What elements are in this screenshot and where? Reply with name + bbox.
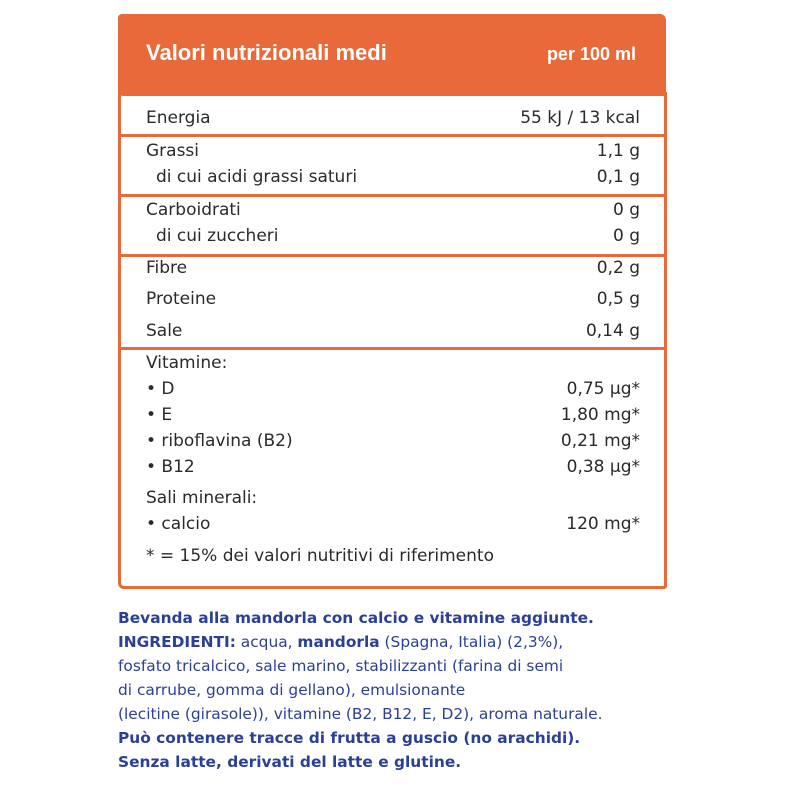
row-vitamin-d [146,377,640,401]
row-vitamine [146,351,640,375]
value-sale: 0,14 g [585,321,640,341]
row-zuccheri [146,224,640,248]
value-vitamin-e: 1,80 mg* [560,405,640,425]
value-calcio: 120 mg* [566,514,640,534]
value-riboflavina: 0,21 mg* [560,431,640,451]
divider [118,347,666,350]
ingredients-block [118,606,688,774]
row-saturi [146,165,640,189]
ingredients-line-4: (lecitine (girasole)), vitamine (B2, B12, E, D2), aroma naturale. [118,705,603,723]
label-carboidrati: Carboidrati [146,200,241,220]
value-vitamin-b12: 0,38 µg* [566,457,640,477]
value-saturi: 0,1 g [596,167,640,187]
label-proteine: Proteine [146,289,217,309]
row-calcio [146,512,640,536]
ingredients-line-3: di carrube, gomma di gellano), emulsionante [118,681,466,699]
allergen-free-statement: Senza latte, derivati del latte e glutine. [118,753,462,771]
label-vitamin-d: • D [146,379,175,399]
label-vitamine: Vitamine: [146,353,228,373]
ingredient-mandorla: mandorla [297,633,380,651]
ingredients-line-1 [118,630,688,654]
row-fibre [146,256,640,280]
row-vitamin-b12 [146,455,640,479]
label-sali-minerali: Sali minerali: [146,488,258,508]
divider [118,134,666,137]
label-energia: Energia [146,108,211,128]
row-footnote [146,544,640,568]
label-riboflavina: • riboflavina (B2) [146,431,293,451]
row-energia [146,106,640,130]
ingredients-label: INGREDIENTI: [118,633,236,651]
label-vitamin-b12: • B12 [146,457,195,477]
label-sale: Sale [146,321,183,341]
row-sale [146,319,640,343]
nutrition-title: Valori nutrizionali medi [146,40,387,65]
value-grassi: 1,1 g [596,141,640,161]
label-zuccheri: di cui zuccheri [156,226,279,246]
row-sali-minerali [146,486,640,510]
value-proteine: 0,5 g [596,289,640,309]
value-energia: 55 kJ / 13 kcal [520,108,640,128]
label-fibre: Fibre [146,258,188,278]
row-vitamin-e [146,403,640,427]
label-vitamin-e: • E [146,405,173,425]
product-description: Bevanda alla mandorla con calcio e vitamine aggiunte. [118,609,594,627]
ingredients-line-2: fosfato tricalcico, sale marino, stabilizzanti (farina di semi [118,657,564,675]
nutrition-header [118,14,666,96]
label-saturi: di cui acidi grassi saturi [156,167,358,187]
value-fibre: 0,2 g [596,258,640,278]
ingredients-text: (Spagna, Italia) (2,3%), [379,633,564,651]
label-calcio: • calcio [146,514,211,534]
row-grassi [146,139,640,163]
value-vitamin-d: 0,75 µg* [566,379,640,399]
serving-basis: per 100 ml [546,44,636,64]
value-carboidrati: 0 g [612,200,640,220]
row-proteine [146,287,640,311]
divider [118,194,666,197]
allergen-warning: Può contenere tracce di frutta a guscio (no arachidi). [118,729,581,747]
ingredients-text: acqua, [235,633,298,651]
row-riboflavina [146,429,640,453]
footnote-text: * = 15% dei valori nutritivi di riferimento [146,546,494,566]
row-carboidrati [146,198,640,222]
value-zuccheri: 0 g [612,226,640,246]
nutrition-table [118,14,666,590]
label-grassi: Grassi [146,141,200,161]
